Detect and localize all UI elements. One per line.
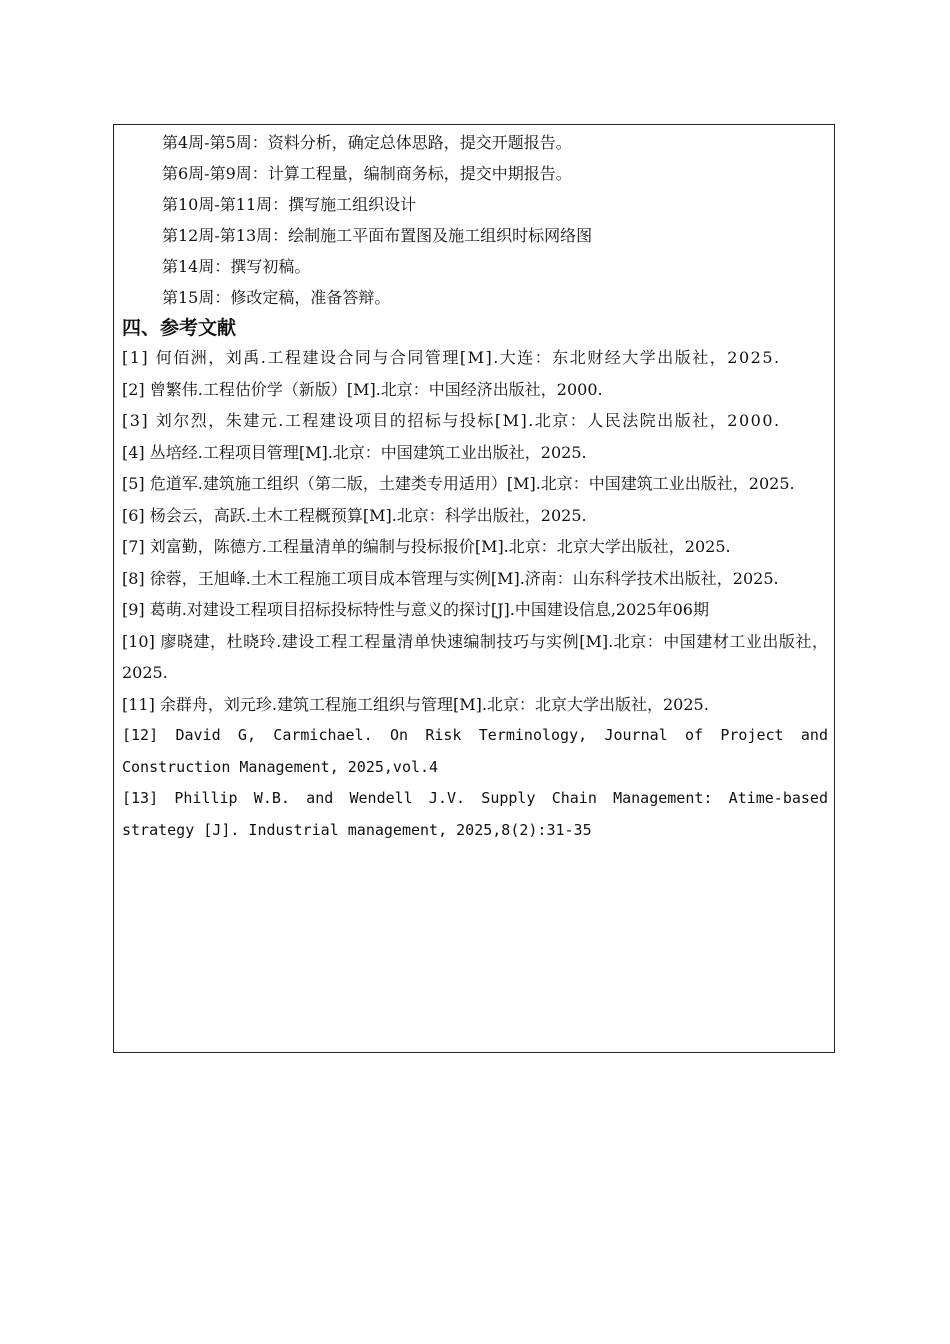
reference-item-4: [4] 丛培经.工程项目管理[M].北京：中国建筑工业出版社，2025. [122,442,587,462]
schedule-line-6: 第15周：修改定稿，准备答辩。 [162,288,391,307]
reference-item-7: [7] 刘富勤，陈德方.工程量清单的编制与投标报价[M].北京：北京大学出版社，2025. [122,537,731,556]
reference-item-11: [11] 余群舟，刘元珍.建筑工程施工组织与管理[M].北京：北京大学出版社，2025. [122,694,709,714]
reference-item-5: [5] 危道军.建筑施工组织（第二版，土建类专用适用）[M].北京：中国建筑工业出版社，2025. [122,474,795,493]
schedule-line-2: 第6周-第9周：计算工程量，编制商务标，提交中期报告。 [162,164,572,183]
reference-item-9: [9] 葛萌.对建设工程项目招标投标特性与意义的探讨[J].中国建设信息,2025年06期 [122,600,709,619]
schedule-line-5: 第14周：撰写初稿。 [162,257,311,276]
schedule-line-4: 第12周-第13周：绘制施工平面布置图及施工组织时标网络图 [162,226,593,245]
reference-item-8: [8] 徐蓉，王旭峰.土木工程施工项目成本管理与实例[M].济南：山东科学技术出版社，2025. [122,568,779,588]
document-frame [113,124,835,1053]
reference-item-10: [10] 廖晓建，杜晓玲.建设工程工程量清单快速编制技巧与实例[M].北京：中国建材工业出版社，2025. [122,631,828,682]
reference-item-2: [2] 曾繁伟.工程估价学（新版）[M].北京：中国经济出版社，2000. [122,379,603,399]
reference-item-3: [3] 刘尔烈，朱建元.工程建设项目的招标与投标[M].北京：人民法院出版社，2000. [122,411,781,430]
frame-content [122,127,828,846]
reference-item-6: [6] 杨会云，高跃.土木工程概预算[M].北京：科学出版社，2025. [122,505,587,525]
reference-item-13: [13] Phillip W.B. and Wendell J.V. Supply Chain Management: Atime-based strategy [J]. Industrial management, 2025,8(2):31-35 [122,789,828,839]
schedule-line-3: 第10周-第11周：撰写施工组织设计 [162,195,417,214]
reference-item-12: [12] David G, Carmichael. On Risk Terminology, Journal of Project and Construction Management, 2025,vol.4 [122,726,828,776]
schedule-line-1: 第4周-第5周：资料分析，确定总体思路，提交开题报告。 [162,133,572,152]
references-heading: 四、参考文献 [122,317,237,339]
reference-item-1: [1] 何佰洲，刘禹.工程建设合同与合同管理[M].大连：东北财经大学出版社，2025. [122,348,781,367]
